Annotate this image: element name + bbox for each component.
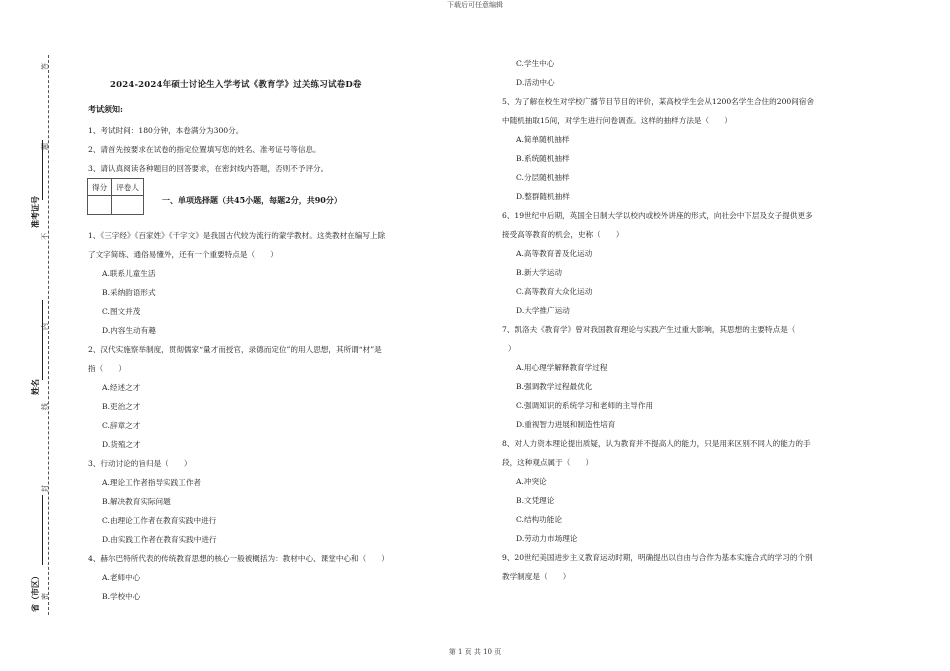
- left-line: A.联系儿童生活: [102, 269, 156, 278]
- right-line: 中随机抽取15间，对学生进行问卷调查。这样的抽样方法是（ ）: [502, 116, 732, 125]
- right-line: A.冲突论: [516, 477, 547, 486]
- left-line: B.解决教育实际问题: [102, 497, 171, 506]
- left-line: 了文字简练、通俗易懂外，还有一个重要特点是（ ）: [88, 250, 278, 259]
- right-line: 8、对人力资本理论提出质疑，认为教育并不提高人的能力，只是用来区别不同人的能力的手: [502, 439, 811, 448]
- left-line: A.老师中心: [102, 573, 141, 582]
- grader-cell[interactable]: [112, 196, 144, 215]
- left-line: D.货殖之才: [102, 440, 141, 449]
- right-line: A.用心理学解释教育学过程: [516, 363, 608, 372]
- left-line: D.内容生动有趣: [102, 326, 156, 335]
- right-line: C.高等教育大众化运动: [516, 287, 593, 296]
- right-line: 7、凯洛夫《教育学》曾对我国教育理论与实践产生过重大影响，其思想的主要特点是（: [502, 325, 796, 334]
- left-line: 指（ ）: [88, 364, 126, 373]
- right-line: D.整群随机抽样: [516, 192, 570, 201]
- right-line: B.系统随机抽样: [516, 154, 570, 163]
- left-line: 3、行动讨论的旨归是（ ）: [88, 459, 192, 468]
- right-line: D.重视智力进展和制造性培育: [516, 420, 616, 429]
- right-line: ）: [508, 344, 516, 353]
- margin-char-3: 不: [41, 233, 49, 240]
- right-line: 6、19世纪中后期，英国全日制大学以校内或校外讲座的形式，向社会中下层及女子提供更多: [502, 211, 813, 220]
- margin-char-2: 题: [41, 143, 49, 150]
- right-line: C.强调知识的系统学习和老师的主导作用: [516, 401, 654, 410]
- right-line: 段，这种观点属于（ ）: [502, 458, 594, 467]
- exam-title: 2024-2024年硕士讨论生入学考试《教育学》过关练习试卷D卷: [110, 80, 362, 90]
- left-line: D.由实践工作者在教育实践中进行: [102, 535, 217, 544]
- right-line: 接受高等教育的机会，史称（ ）: [502, 230, 624, 239]
- right-line: D.活动中心: [516, 78, 555, 87]
- left-line: C.由理论工作者在教育实践中进行: [102, 516, 217, 525]
- margin-char-7: 密: [41, 593, 49, 600]
- right-line: D.劳动力市场理论: [516, 534, 578, 543]
- left-line: 4、赫尔巴特所代表的传统教育思想的核心一般被概括为：教材中心、课堂中心和（ ）: [88, 554, 389, 563]
- right-line: B.新大学运动: [516, 268, 562, 277]
- left-line: B.学校中心: [102, 592, 141, 601]
- margin-char-4: 内: [41, 323, 49, 330]
- exam-number-field[interactable]: [42, 140, 44, 200]
- right-line: B.文凭理论: [516, 496, 555, 505]
- right-line: C.学生中心: [516, 59, 555, 68]
- left-line: C.辞章之才: [102, 421, 141, 430]
- left-line: B.吏治之才: [102, 402, 141, 411]
- left-line: A.理论工作者指导实践工作者: [102, 478, 202, 487]
- score-box: [87, 178, 144, 215]
- right-line: B.强调教学过程最优化: [516, 382, 593, 391]
- left-line: 2、汉代实施察举制度，贯彻儒家“量才而授官，录德而定位”的用人思想，其所谓“材”是: [88, 345, 382, 354]
- notice-item-2: 2、请首先按要求在试卷的指定位置填写您的姓名、准考证号等信息。: [88, 145, 321, 154]
- name-label: 姓名: [31, 379, 40, 395]
- margin-char-5: 线: [41, 403, 49, 410]
- left-line: B.采纳韵语形式: [102, 288, 156, 297]
- score-cell[interactable]: [88, 196, 112, 215]
- margin-char-1: 答: [41, 63, 49, 70]
- page-footer: 第 1 页 共 10 页: [448, 648, 502, 656]
- right-line: C.分层随机抽样: [516, 173, 570, 182]
- margin-char-6: 封: [41, 485, 49, 492]
- notice-item-1: 1、考试时间：180分钟，本卷满分为300分。: [88, 126, 244, 135]
- province-label: 省（市区）: [31, 572, 40, 612]
- left-line: 1、《三字经》《百家姓》《千字文》是我国古代较为流行的蒙学教材。这类教材在编写上除: [88, 231, 386, 240]
- right-line: 5、为了解在校生对学校广播节目节目的评价，某高校学生会从1200名学生合住的200间宿舍: [502, 97, 815, 106]
- grader-label: 评卷人: [112, 179, 144, 196]
- notice-item-3: 3、请认真阅读各种题目的回答要求，在密封线内答题，否则不予评分。: [88, 164, 329, 173]
- section-title: 一、单项选择题（共45小题，每题2分，共90分）: [162, 195, 342, 205]
- right-line: A.简单随机抽样: [516, 135, 570, 144]
- left-line: A.经述之才: [102, 383, 141, 392]
- exam-number-label: 准考证号: [31, 196, 40, 228]
- header-note: 下载后可任意编辑: [447, 1, 503, 9]
- seal-line: [48, 55, 49, 615]
- right-line: 教学制度是（ ）: [502, 572, 571, 581]
- name-field[interactable]: [42, 300, 44, 380]
- right-line: D.大学推广运动: [516, 306, 570, 315]
- right-line: A.高等教育普及化运动: [516, 249, 593, 258]
- notice-heading: 考试须知:: [88, 104, 123, 114]
- score-label: 得分: [88, 179, 112, 196]
- province-field[interactable]: [42, 495, 44, 565]
- left-line: C.图文并茂: [102, 307, 141, 316]
- right-line: 9、20世纪美国进步主义教育运动时期，明确提出以自由与合作为基本实施合式的学习的个别: [502, 553, 813, 562]
- right-line: C.结构功能论: [516, 515, 562, 524]
